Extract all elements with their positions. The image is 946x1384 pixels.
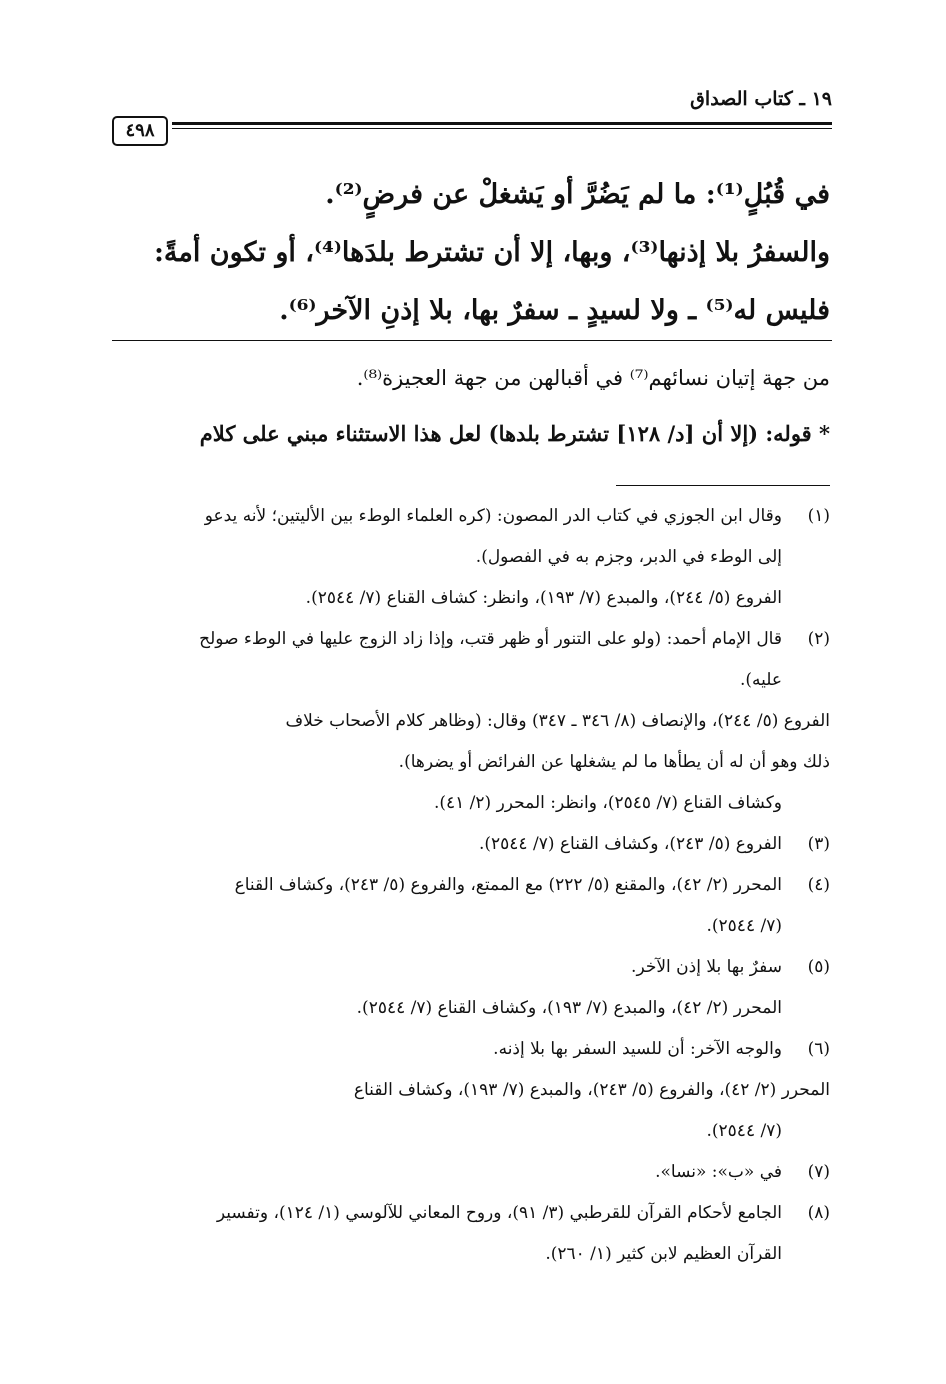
footnote-text: (٧/ ٢٥٤٤). (706, 916, 782, 936)
footnote-text: إلى الوطء في الدبر، وجزم به في الفصول). (475, 547, 782, 567)
footnote-text: المحرر (٢/ ٤٢)، والفروع (٥/ ٢٤٣)، والمبدع (٧/ ١٩٣)، وكشاف القناع (353, 1080, 830, 1100)
footnotes (110, 496, 830, 1275)
main-text-line: فليس له⁽⁵⁾ ـ ولا لسيدٍ ـ سفرٌ بها، بلا إذنِ الآخر⁽⁶⁾. (279, 295, 830, 326)
footnote-text: الجامع لأحكام القرآن للقرطبي (٣/ ٩١)، وروح المعاني للآلوسي (١/ ١٢٤)، وتفسير (216, 1203, 782, 1223)
footnote-text: ذلك وهو أن له أن يطأها ما لم يشغلها عن الفرائض أو يضرها). (398, 752, 830, 772)
footnote-line (110, 1234, 830, 1275)
footnote-number: (٨) (807, 1203, 830, 1223)
footnote-text: الفروع (٥/ ٢٤٣)، وكشاف القناع (٧/ ٢٥٤٤). (478, 834, 782, 854)
footnote-separator (616, 485, 830, 486)
main-text-line: في قُبُلٍ⁽¹⁾: ما لم يَضُرَّ أو يَشغلْ عن فرضٍ⁽²⁾. (325, 179, 830, 210)
footnote-text: (٧/ ٢٥٤٤). (706, 1121, 782, 1141)
footnote-line (110, 824, 830, 865)
footnote-text: الفروع (٥/ ٢٤٤)، والمبدع (٧/ ١٩٣)، وانظر: كشاف القناع (٧/ ٢٥٤٤). (305, 588, 782, 608)
footnote-line (110, 1070, 830, 1111)
footnote-number: (٧) (807, 1162, 830, 1182)
footnote-line (110, 660, 830, 701)
header-rule-thin (172, 128, 832, 129)
footnote-number: (٤) (807, 875, 830, 895)
footnote-line (110, 1111, 830, 1152)
footnote-number: (٦) (807, 1039, 830, 1059)
footnote-number: (١) (807, 506, 830, 526)
running-header (112, 86, 832, 141)
footnote-text: والوجه الآخر: أن للسيد السفر بها بلا إذنه. (493, 1039, 782, 1059)
footnote-text: سفرٌ بها بلا إذن الآخر. (631, 957, 782, 977)
footnote-number: (٥) (807, 957, 830, 977)
footnote-line (110, 496, 830, 537)
footnote-line (110, 988, 830, 1029)
footnote-text: القرآن العظيم لابن كثير (١/ ٢٦٠). (545, 1244, 782, 1264)
commentary-line: من جهة إتيان نسائهم⁽⁷⁾ في أقبالهن من جهة العجيزة⁽⁸⁾. (356, 366, 830, 390)
footnote-line (110, 1193, 830, 1234)
header-rule (172, 122, 832, 125)
commentary (110, 350, 830, 462)
main-separator (112, 340, 832, 341)
footnote-text: الفروع (٥/ ٢٤٤)، والإنصاف (٨/ ٣٤٦ ـ ٣٤٧) وقال: (وظاهر كلام الأصحاب خلاف (285, 711, 830, 731)
footnote-line (110, 742, 830, 783)
footnote-text: في «ب»: «نسا». (655, 1162, 782, 1182)
main-text-line: والسفرُ بلا إذنها⁽³⁾، وبها، إلا أن تشترط بلدَها⁽⁴⁾، أو تكون أمةً: (153, 237, 830, 268)
footnote-line (110, 906, 830, 947)
footnote-line (110, 537, 830, 578)
footnote-line (110, 783, 830, 824)
footnote-line (110, 701, 830, 742)
chapter-title: ١٩ ـ كتاب الصداق (690, 88, 832, 110)
footnote-line (110, 865, 830, 906)
footnote-line (110, 1029, 830, 1070)
footnote-text: وكشاف القناع (٧/ ٢٥٤٥)، وانظر: المحرر (٢/ ٤١). (433, 793, 782, 813)
footnote-text: قال الإمام أحمد: (ولو على التنور أو ظهر قتب، وإذا زاد الزوج عليها في الوطء صولح (199, 629, 782, 649)
footnote-number: (٢) (807, 629, 830, 649)
commentary-line: * قوله: (إلا أن [د/ ١٢٨] تشترط بلدها) لعل هذا الاستثناء مبني على كلام (199, 421, 830, 446)
footnote-number: (٣) (807, 834, 830, 854)
footnote-line (110, 619, 830, 660)
footnote-text: المحرر (٢/ ٤٢)، والمقنع (٥/ ٢٢٢) مع الممتع، والفروع (٥/ ٢٤٣)، وكشاف القناع (234, 875, 782, 895)
footnote-text: وقال ابن الجوزي في كتاب الدر المصون: (كره العلماء الوطء بين الأليتين؛ لأنه يدعو (204, 506, 782, 526)
footnote-line (110, 578, 830, 619)
footnote-line (110, 947, 830, 988)
footnote-text: عليه). (739, 670, 782, 690)
main-text (110, 166, 830, 340)
footnote-line (110, 1152, 830, 1193)
page-number: ٤٩٨ (112, 116, 168, 146)
footnote-text: المحرر (٢/ ٤٢)، والمبدع (٧/ ١٩٣)، وكشاف القناع (٧/ ٢٥٤٤). (356, 998, 782, 1018)
